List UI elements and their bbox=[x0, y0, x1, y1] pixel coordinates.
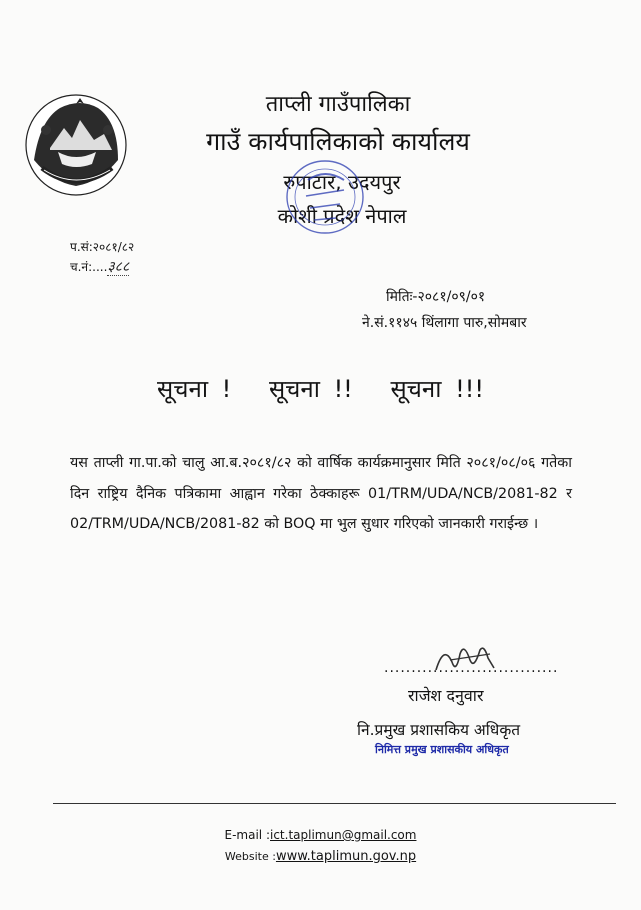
notice-body: यस ताप्ली गा.पा.को चालु आ.ब.२०८१/८२ को वार्षिक कार्यक्रमानुसार मिति २०८१/०८/०६ गतेका दिन राष्ट्रिय दैनिक पत्रिकामा आह्वान गरेका ठेक्काहरू 01/TRM/UDA/NCB/2081-82 र 02/TRM/UDA/NCB/2081-82 को BOQ मा भुल सुधार गरिएको जानकारी गराईन्छ । bbox=[70, 455, 572, 532]
office-round-stamp-icon bbox=[270, 150, 380, 245]
signature-line: ................................ bbox=[384, 660, 559, 676]
footer-divider bbox=[53, 803, 616, 804]
signatory-name: राजेश दनुवार bbox=[408, 686, 484, 705]
bs-date: मितिः-२०८१/०९/०१ bbox=[386, 289, 486, 305]
ns-date: ने.सं.११४५ थिंलागा पारु,सोमबार bbox=[362, 315, 527, 331]
designation-stamp: निमित्त प्रमुख प्रशासकीय अधिकृत bbox=[375, 743, 509, 756]
email-label: E-mail : bbox=[224, 828, 270, 842]
signatory-title: नि.प्रमुख प्रशासकिय अधिकृत bbox=[357, 721, 521, 739]
email-link[interactable]: ict.taplimun@gmail.com bbox=[270, 828, 417, 842]
municipality-name: ताप्ली गाउँपालिका bbox=[265, 92, 411, 117]
dispatch-number bbox=[70, 257, 129, 276]
dispatch-label: च.नं:.... bbox=[70, 260, 108, 274]
notice-title-1: सूचना ! bbox=[157, 375, 232, 403]
notice-title-2: सूचना !! bbox=[268, 375, 353, 403]
province-country: कोशी प्रदेश नेपाल bbox=[277, 204, 407, 228]
footer-website bbox=[0, 849, 641, 864]
notice-title-3: सूचना !!! bbox=[390, 375, 484, 403]
office-address: रुपाटार, उदयपुर bbox=[283, 170, 401, 194]
website-label: Website : bbox=[224, 850, 276, 863]
office-name: गाउँ कार्यपालिकाको कार्यालय bbox=[206, 127, 470, 156]
dispatch-value: ३८८ bbox=[107, 259, 130, 275]
website-link[interactable]: www.taplimun.gov.np bbox=[275, 849, 417, 864]
footer-email bbox=[0, 828, 641, 842]
notice-title bbox=[0, 372, 641, 405]
reference-number: प.सं:२०८१/८२ bbox=[70, 240, 135, 254]
